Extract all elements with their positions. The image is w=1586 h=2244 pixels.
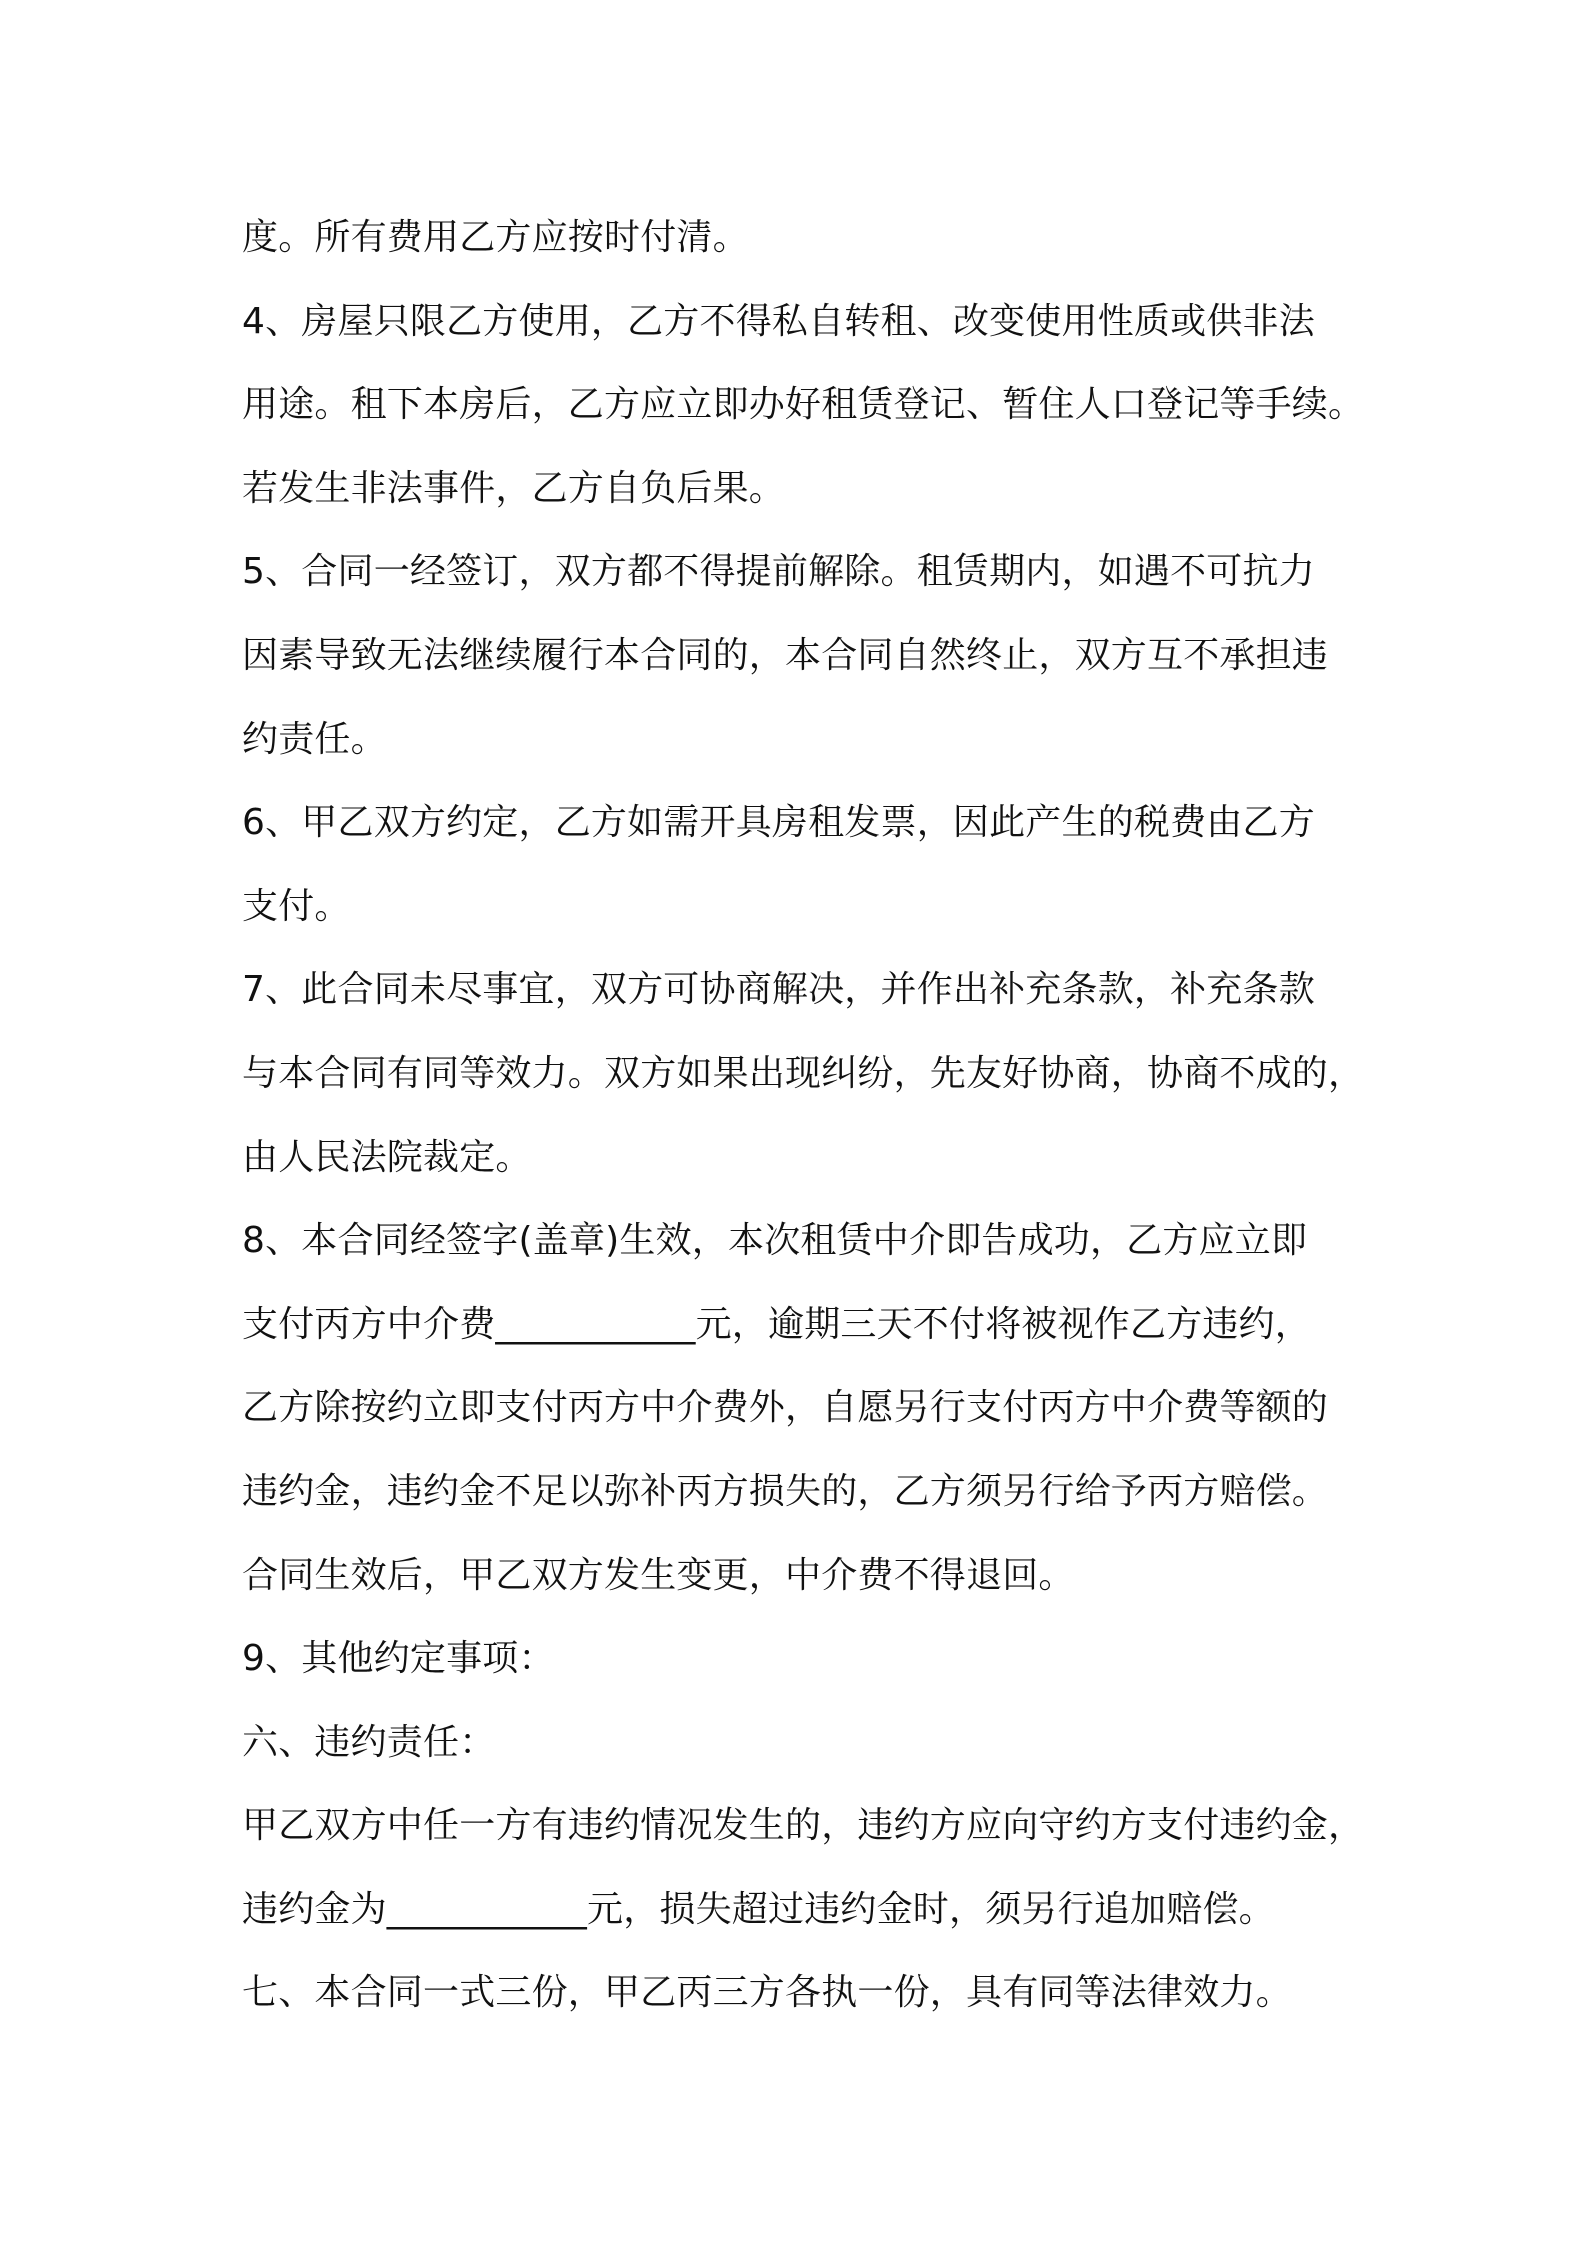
text-line: 因素导致无法继续履行本合同的，本合同自然终止，双方互不承担违: [242, 634, 1329, 676]
text-line: 9、其他约定事项：: [242, 1638, 555, 1680]
text-line: 由人民法院裁定。: [242, 1136, 532, 1178]
text-line: 违约金，违约金不足以弥补丙方损失的，乙方须另行给予丙方赔偿。: [242, 1470, 1329, 1512]
text-line: 六、违约责任：: [242, 1721, 496, 1763]
text-line: 用途。租下本房后，乙方应立即办好租赁登记、暂住人口登记等手续。: [242, 384, 1365, 426]
text-line: 7、此合同未尽事宜，双方可协商解决，并作出补充条款，补充条款: [242, 969, 1315, 1011]
text-line: 与本合同有同等效力。双方如果出现纠纷，先友好协商，协商不成的，: [242, 1052, 1365, 1094]
text-line: 违约金为___________元，损失超过违约金时，须另行追加赔偿。: [242, 1888, 1275, 1930]
text-line: 乙方除按约立即支付丙方中介费外，自愿另行支付丙方中介费等额的: [242, 1387, 1329, 1429]
text-line: 七、本合同一式三份，甲乙丙三方各执一份，具有同等法律效力。: [242, 1972, 1292, 2014]
text-line: 度。所有费用乙方应按时付清。: [242, 217, 749, 258]
text-line: 合同生效后，甲乙双方发生变更，中介费不得退回。: [242, 1554, 1075, 1596]
text-line: 甲乙双方中任一方有违约情况发生的，违约方应向守约方支付违约金，: [242, 1805, 1365, 1847]
text-line: 4、房屋只限乙方使用，乙方不得私自转租、改变使用性质或供非法: [242, 300, 1315, 342]
text-line: 若发生非法事件，乙方自负后果。: [242, 467, 786, 509]
text-line: 6、甲乙双方约定，乙方如需开具房租发票，因此产生的税费由乙方: [242, 802, 1315, 844]
text-line: 支付。: [242, 885, 351, 927]
text-line: 支付丙方中介费___________元，逾期三天不付将被视作乙方违约，: [242, 1303, 1312, 1345]
text-line: 8、本合同经签字(盖章)生效，本次租赁中介即告成功，乙方应立即: [242, 1220, 1308, 1262]
text-line: 5、合同一经签订，双方都不得提前解除。租赁期内，如遇不可抗力: [242, 551, 1315, 593]
contract-text: [242, 196, 1365, 2035]
text-line: 约责任。: [242, 718, 387, 760]
